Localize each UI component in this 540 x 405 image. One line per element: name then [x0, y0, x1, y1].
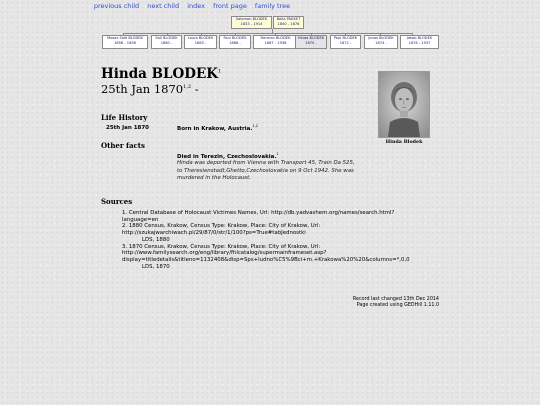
tree-box-name: Jonas BLODEK [368, 36, 394, 40]
fact-title-line [177, 152, 377, 160]
tree-box-dates: 1856 - 1856 [114, 40, 136, 45]
source-line[interactable]: 1. Central Database of Holocaust Victimes Names, Url: http://db.yadvashem.org/names/search.html? [122, 210, 395, 216]
tree-child-box[interactable] [151, 35, 182, 49]
tree-parent-father[interactable] [231, 16, 272, 29]
birth-date-suffix: - [191, 82, 199, 96]
tree-box-dates: 1870 - [305, 40, 317, 45]
tree-child-box[interactable] [219, 35, 251, 49]
tree-box-dates: 1840 - 1878 [277, 21, 300, 26]
fact-title: Died in Terezin, Czechoslovakia. [177, 153, 277, 160]
fact-note-line: to Theresienstadt,Ghetto,Czechoslovakia on 9 Oct 1942. She was [177, 167, 354, 174]
person-name [101, 66, 221, 82]
other-fact [177, 152, 377, 183]
tree-child-box[interactable] [400, 35, 439, 49]
source-item [122, 210, 422, 223]
tree-box-dates: 1863 - [194, 40, 207, 45]
tree-box-dates: 1860 - [160, 40, 173, 45]
tree-box-name: Fani BLODEK [223, 36, 247, 40]
tree-box-name: Jakob BLODEK [406, 36, 433, 40]
tree-box-name: Pepi BLODEK [333, 36, 358, 40]
source-item [122, 244, 422, 271]
tree-child-box[interactable] [184, 35, 217, 49]
source-line: 3. 1870 Census, Krakow, Census Type: Krakow, Place: City of Krakow, Url: [122, 243, 321, 250]
sources-list [122, 210, 422, 270]
last-changed-text: Record last changed 13th Dec 2014 [352, 297, 439, 302]
tree-box-name: Mosas Salé BLODEK [107, 36, 143, 40]
source-line[interactable]: http://szukajwarchiwach.pl/29/87/0/str/1/100?ps=True#tabJednostki [122, 230, 306, 237]
life-history-heading: Life History [101, 113, 148, 122]
portrait-photo[interactable] [378, 71, 430, 138]
source-repository: LDS, 1870 [142, 263, 170, 270]
event-description: Born in Krakow, Austria. [177, 125, 253, 132]
tree-box-dates: 1833 - 1914 [240, 21, 263, 26]
event-date: 25th Jan 1870 [106, 125, 150, 131]
tree-box-name: Sali BLODEK [155, 36, 178, 40]
tree-child-box[interactable] [102, 35, 148, 49]
fact-note [177, 160, 377, 183]
birth-date-text: 25th Jan 1870 [101, 82, 184, 96]
fact-footnote[interactable]: 1 [276, 152, 279, 156]
event-description-line [177, 124, 258, 132]
fact-note-line: murdered in the Holocaust. [177, 175, 251, 182]
previous-child-link[interactable]: previous child [93, 2, 140, 10]
other-facts-heading: Other facts [101, 141, 145, 150]
family-tree-link[interactable]: family tree [254, 2, 291, 10]
tree-parent-mother[interactable] [273, 16, 304, 29]
source-line[interactable]: display=titledetails&titleno=1132408&disp=Sps+ludno%C5%9Bci+m.+Krakowa%20%20&columns=*,0,0 [122, 256, 410, 263]
tree-box-name: Salomon BLODEK [235, 17, 268, 21]
tree-box-dates: 1874 - [375, 40, 387, 45]
top-navigation [0, 2, 384, 10]
tree-box-dates: 1876 - 1937 [408, 40, 431, 45]
birth-date-line [101, 82, 199, 96]
tree-box-name: Hinda BLODEK [297, 36, 325, 40]
created-using-text: Page created using GEDHill 1.11.0 [356, 302, 439, 308]
tree-box-name: Herman BLODEK [260, 36, 291, 40]
source-item [122, 223, 422, 243]
tree-child-box[interactable] [253, 35, 298, 49]
index-link[interactable]: index [187, 2, 205, 10]
page-footer [353, 297, 439, 309]
tree-box-dates: 1867 - 1938 [264, 40, 287, 45]
front-page-link[interactable]: front page [213, 2, 247, 10]
next-child-link[interactable]: next child [147, 2, 180, 10]
person-name-text: Hinda BLODEK [101, 66, 218, 82]
tree-box-name: Laura BLODEK [187, 36, 214, 40]
tree-child-box[interactable] [364, 35, 398, 49]
tree-box-dates: 1872 - [339, 40, 352, 45]
sources-heading: Sources [101, 197, 133, 206]
source-line[interactable]: http://www.familysearch.org/eng/library/fhlcatalog/supermainframeset.asp? [122, 250, 327, 257]
source-line: 2. 1880 Census, Krakow, Census Type: Krakow, Place: City of Krakow, Url: [122, 223, 321, 230]
fact-note-line: Hinda was deported from Vienna with Transport 45, Train Da 525, [177, 159, 355, 166]
tree-box-dates: 1866 - [229, 40, 241, 45]
portrait-caption: Hinda Blodek [385, 139, 423, 145]
tree-child-box[interactable] [330, 35, 361, 49]
source-repository: LDS, 1880 [142, 236, 170, 243]
event-footnote[interactable]: 1,2 [252, 124, 258, 128]
portrait-image [379, 72, 429, 137]
tree-box-name: Beila PAKKET [276, 17, 301, 21]
source-line[interactable]: language=en [122, 216, 159, 223]
tree-child-box-current[interactable] [295, 35, 327, 49]
person-name-footnote[interactable]: 1 [217, 68, 222, 75]
birth-date-footnote[interactable]: 1,2 [183, 84, 192, 91]
